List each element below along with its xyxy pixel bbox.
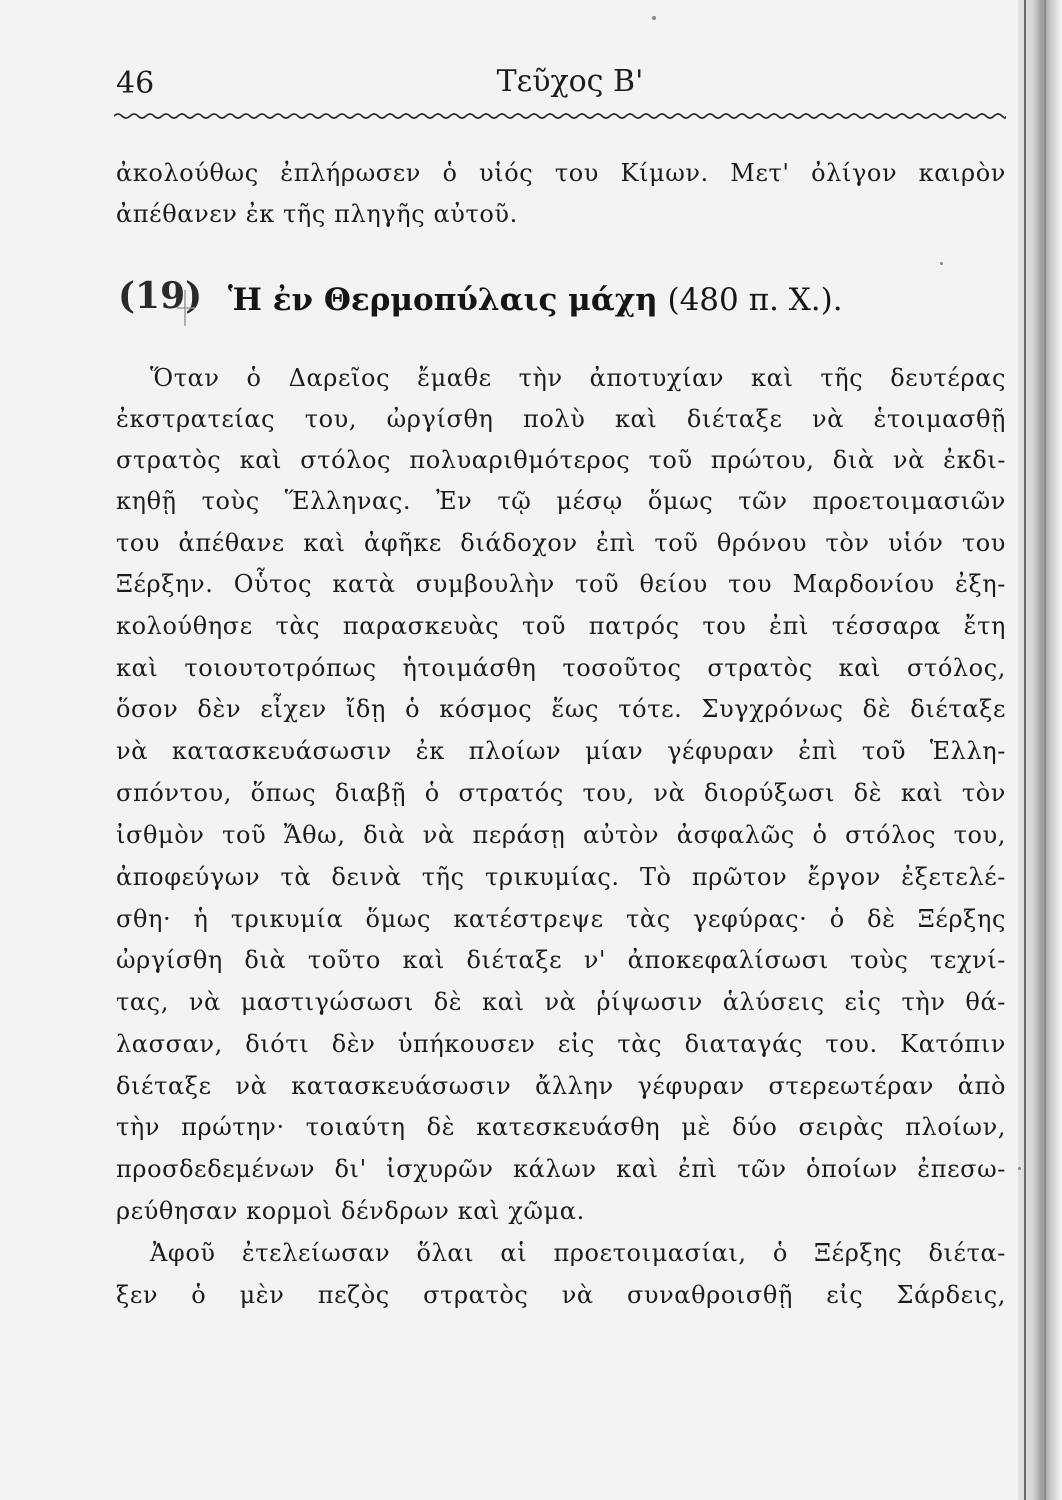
text-line: ἀκολούθως ἐπλήρωσεν ὁ υἱός του Κίμων. Μετ' ὀλίγον καιρὸν: [116, 159, 1006, 187]
pencil-mark-icon: [175, 288, 197, 328]
text-line: ἰσθμὸν τοῦ Ἄθω, διὰ νὰ περάσῃ αὐτὸν ἀσφαλῶς ὁ στόλος του,: [116, 821, 1006, 849]
text-line: ξεν ὁ μὲν πεζὸς στρατὸς νὰ συναθροισθῇ εἰς Σάρδεις,: [116, 1281, 1006, 1309]
text-line: τὴν πρώτην· τοιαύτη δὲ κατεσκευάσθη μὲ δύο σειρὰς πλοίων,: [116, 1113, 1006, 1141]
text-line: νὰ κατασκευάσωσιν ἐκ πλοίων μίαν γέφυραν ἐπὶ τοῦ Ἑλλη-: [116, 737, 1006, 765]
section-number-handwritten: (19): [118, 275, 203, 317]
text-line: κηθῇ τοὺς Ἕλληνας. Ἐν τῷ μέσῳ ὅμως τῶν προετοιμασιῶν: [116, 487, 1006, 515]
text-line: τας, νὰ μαστιγώσωσι δὲ καὶ νὰ ῥίψωσιν ἁλύσεις εἰς τὴν θά-: [116, 988, 1006, 1016]
text-line: ἀπέθανεν ἐκ τῆς πληγῆς αὐτοῦ.: [116, 200, 518, 228]
text-line: σθη· ἡ τρικυμία ὅμως κατέστρεψε τὰς γεφύρας· ὁ δὲ Ξέρξης: [116, 905, 1006, 933]
paper-speck: [1018, 1167, 1021, 1170]
text-line: καὶ τοιουτοτρόπως ἡτοιμάσθη τοσοῦτος στρατὸς καὶ στόλος,: [116, 654, 1006, 682]
running-title: Τεῦχος Β': [496, 64, 644, 99]
header-wavy-rule: [114, 112, 1006, 120]
text-line: σπόντου, ὅπως διαβῇ ὁ στρατός του, νὰ διορύξωσι δὲ καὶ τὸν: [116, 779, 1006, 807]
text-line: ὅσον δὲν εἶχεν ἴδῃ ὁ κόσμος ἕως τότε. Συγχρόνως δὲ διέταξε: [116, 695, 1006, 723]
text-line: λασσαν, διότι δὲν ὑπήκουσεν εἰς τὰς διαταγάς του. Κατόπιν: [116, 1030, 1006, 1058]
page-edge-line: [1024, 0, 1026, 1500]
text-line: Ξέρξην. Οὗτος κατὰ συμβουλὴν τοῦ θείου του Μαρδονίου ἐξη-: [116, 570, 1006, 598]
text-line: διέταξε νὰ κατασκευάσωσιν ἄλλην γέφυραν στερεωτέραν ἀπὸ: [116, 1072, 1006, 1100]
section-title-main: Ἡ ἐν Θερμοπύλαις μάχη: [228, 282, 658, 318]
paper-speck: [940, 262, 943, 265]
text-line: ἐκστρατείας του, ὠργίσθη πολὺ καὶ διέταξε νὰ ἑτοιμασθῇ: [116, 405, 1006, 433]
text-line: Ὅταν ὁ Δαρεῖος ἔμαθε τὴν ἀποτυχίαν καὶ τῆς δευτέρας: [150, 364, 1006, 392]
text-line: Ἀφοῦ ἐτελείωσαν ὅλαι αἱ προετοιμασίαι, ὁ Ξέρξης διέτα-: [150, 1239, 1006, 1267]
text-line: στρατὸς καὶ στόλος πολυαριθμότερος τοῦ πρώτου, διὰ νὰ ἐκδι-: [116, 446, 1006, 474]
paper-speck: [652, 16, 656, 20]
text-line: κολούθησε τὰς παρασκευὰς τοῦ πατρός του ἐπὶ τέσσαρα ἔτη: [116, 612, 1006, 640]
page-edge-line: [1044, 0, 1046, 1500]
text-line: ὠργίσθη διὰ τοῦτο καὶ διέταξε ν' ἀποκεφαλίσωσι τοὺς τεχνί-: [116, 946, 1006, 974]
text-line: προσδεδεμένων δι' ἰσχυρῶν κάλων καὶ ἐπὶ τῶν ὁποίων ἐπεσω-: [116, 1155, 1006, 1183]
text-line: του ἀπέθανε καὶ ἀφῆκε διάδοχον ἐπὶ τοῦ θρόνου τὸν υἱόν του: [116, 529, 1006, 557]
section-title: [228, 282, 843, 318]
page-number: 46: [116, 66, 155, 101]
section-title-date: (480 π. Χ.).: [657, 282, 843, 318]
text-line: ἀποφεύγων τὰ δεινὰ τῆς τρικυμίας. Τὸ πρῶτον ἔργον ἐξετελέ-: [116, 863, 1006, 891]
text-line: ρεύθησαν κορμοὶ δένδρων καὶ χῶμα.: [116, 1197, 585, 1225]
